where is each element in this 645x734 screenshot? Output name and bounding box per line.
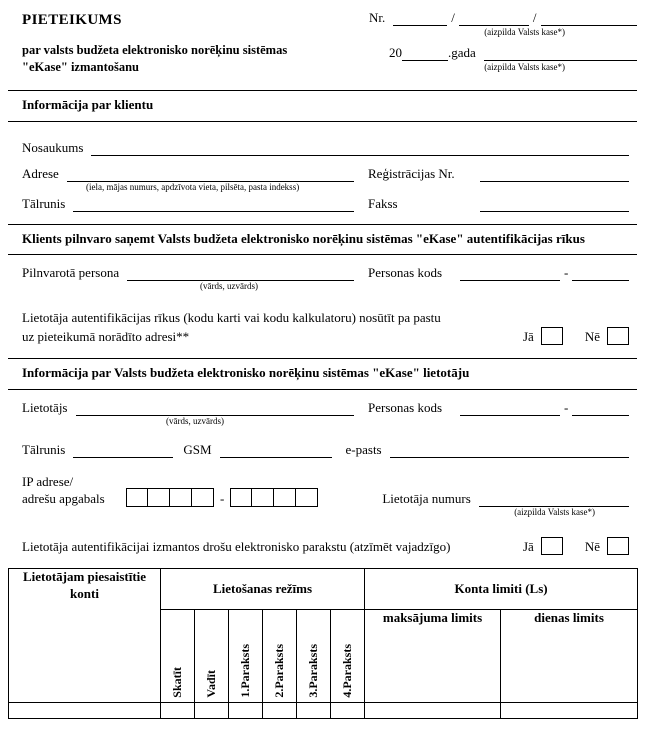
mail-no-checkbox[interactable] bbox=[607, 327, 629, 345]
vertical-header-text: 3.Paraksts bbox=[306, 644, 320, 698]
esignature-row bbox=[8, 537, 637, 556]
person-hint-row bbox=[8, 281, 637, 293]
table-header-payment-limit: maksājuma limits bbox=[365, 610, 501, 703]
user-hint: (vārds, uzvārds) bbox=[166, 415, 224, 426]
fax-half bbox=[368, 196, 629, 212]
payment-limit-cell[interactable] bbox=[365, 703, 501, 719]
authorized-person-half bbox=[22, 265, 354, 281]
name-label: Nosaukums bbox=[22, 139, 84, 155]
vertical-header-text: Vadīt bbox=[204, 670, 218, 698]
authorized-person-label: Pilnvarotā persona bbox=[22, 265, 120, 281]
table-header-paraksts-2 bbox=[263, 610, 297, 703]
gsm-label: GSM bbox=[183, 441, 212, 457]
table-header-accounts bbox=[9, 569, 161, 703]
table-row bbox=[9, 703, 638, 719]
form-header bbox=[8, 8, 637, 76]
form-header-right bbox=[369, 8, 637, 76]
section-title-client: Informācija par klientu bbox=[22, 96, 154, 112]
year-field[interactable] bbox=[402, 46, 448, 61]
fax-label: Fakss bbox=[368, 195, 398, 211]
ip-label-line1: IP adrese/ bbox=[22, 473, 74, 489]
user-hint-row bbox=[8, 416, 637, 428]
slash-separator: / bbox=[451, 10, 455, 25]
user-phone-label: Tālrunis bbox=[22, 441, 66, 457]
personal-code-half bbox=[368, 265, 629, 281]
form-subtitle bbox=[22, 42, 369, 76]
user-label: Lietotājs bbox=[22, 399, 68, 415]
mail-statement-line1: Lietotāja autentifikācijas rīkus (kodu karti vai kodu kalkulatoru) nosūtīt pa pastu bbox=[22, 310, 441, 326]
section-divider bbox=[8, 254, 637, 255]
gada-label: .gada bbox=[448, 45, 476, 60]
table-header-daily-limit: dienas limits bbox=[501, 610, 638, 703]
phone-label: Tālrunis bbox=[22, 195, 66, 211]
ip-range-separator: - bbox=[220, 491, 225, 507]
table-header-vadit bbox=[195, 610, 229, 703]
number-line bbox=[369, 10, 637, 26]
paraksts-2-cell[interactable] bbox=[263, 703, 297, 719]
nr-field-3[interactable] bbox=[541, 11, 638, 26]
daily-limit-cell[interactable] bbox=[501, 703, 638, 719]
date-field[interactable] bbox=[484, 46, 637, 61]
accounts-header-text: Lietotājam piesaistītie konti bbox=[22, 569, 147, 602]
mail-yes-checkbox[interactable] bbox=[541, 327, 563, 345]
user-personal-code-half bbox=[368, 400, 629, 416]
date-line bbox=[369, 45, 637, 61]
treasury-note: (aizpilda Valsts kase*) bbox=[484, 27, 565, 37]
ip-octet-cell[interactable] bbox=[296, 488, 318, 507]
personal-code-field-2[interactable] bbox=[572, 266, 629, 281]
vertical-header-text: 1.Paraksts bbox=[238, 644, 252, 698]
user-field[interactable] bbox=[76, 401, 355, 416]
ip-octet-cell[interactable] bbox=[252, 488, 274, 507]
address-field[interactable] bbox=[67, 167, 354, 182]
address-half bbox=[22, 166, 354, 182]
vertical-header-text: Skatīt bbox=[170, 667, 184, 698]
account-cell[interactable] bbox=[9, 703, 161, 719]
table-header-limits: Konta limiti (Ls) bbox=[365, 569, 638, 610]
esignature-yes-no bbox=[523, 537, 629, 556]
accounts-table bbox=[8, 568, 638, 719]
year-prefix: 20 bbox=[389, 45, 402, 60]
esignature-statement: Lietotāja autentifikācijai izmantos drošu elektronisko parakstu (atzīmēt vajadzīgo) bbox=[22, 539, 451, 555]
user-phones-row bbox=[8, 442, 637, 458]
personal-code-label: Personas kods bbox=[368, 265, 443, 281]
fax-field[interactable] bbox=[480, 197, 629, 212]
address-row bbox=[8, 166, 637, 182]
ip-octet-cell[interactable] bbox=[126, 488, 148, 507]
user-personal-code-field-1[interactable] bbox=[460, 401, 560, 416]
registration-field[interactable] bbox=[480, 167, 629, 182]
form-header-left bbox=[8, 8, 369, 76]
nr-field-2[interactable] bbox=[459, 11, 529, 26]
code-separator: - bbox=[564, 265, 569, 281]
nr-field-1[interactable] bbox=[393, 11, 447, 26]
mail-yes-no bbox=[523, 327, 629, 346]
ip-octet-cell[interactable] bbox=[274, 488, 296, 507]
table-header-skatit bbox=[161, 610, 195, 703]
nr-label: Nr. bbox=[369, 10, 386, 25]
ip-octet-cell[interactable] bbox=[192, 488, 214, 507]
section-title-user: Informācija par Valsts budžeta elektronisko norēķinu sistēmas "eKase" lietotāju bbox=[22, 364, 470, 380]
user-row bbox=[8, 400, 637, 416]
ip-octet-cell[interactable] bbox=[230, 488, 252, 507]
user-half bbox=[22, 400, 354, 416]
registration-label: Reģistrācijas Nr. bbox=[368, 165, 455, 181]
mail-statement-line2: uz pieteikumā norādīto adresi** bbox=[22, 328, 190, 344]
email-field[interactable] bbox=[390, 443, 629, 458]
paraksts-1-cell[interactable] bbox=[229, 703, 263, 719]
table-header-paraksts-4 bbox=[331, 610, 365, 703]
treasury-note: (aizpilda Valsts kase*) bbox=[514, 507, 595, 518]
paraksts-3-cell[interactable] bbox=[297, 703, 331, 719]
person-hint: (vārds, uzvārds) bbox=[200, 281, 258, 292]
esignature-yes-checkbox[interactable] bbox=[541, 537, 563, 555]
address-label: Adrese bbox=[22, 165, 59, 181]
gsm-field[interactable] bbox=[220, 443, 332, 458]
section-divider bbox=[8, 389, 637, 390]
form-title: PIETEIKUMS bbox=[22, 12, 122, 28]
user-number-label: Lietotāja numurs bbox=[382, 491, 471, 507]
no-label: Nē bbox=[584, 539, 600, 555]
table-header-paraksts-1 bbox=[229, 610, 263, 703]
vadit-cell[interactable] bbox=[195, 703, 229, 719]
user-personal-code-field-2[interactable] bbox=[572, 401, 629, 416]
ip-octet-cell[interactable] bbox=[148, 488, 170, 507]
ip-address-label bbox=[22, 474, 126, 508]
slash-separator: / bbox=[532, 10, 537, 25]
yes-label: Jā bbox=[522, 539, 534, 555]
registration-half bbox=[368, 166, 629, 182]
ip-label-line2: adrešu apgabals bbox=[22, 490, 105, 506]
phone-half bbox=[22, 196, 354, 212]
code-separator: - bbox=[564, 399, 569, 415]
address-hint: (iela, mājas numurs, apdzīvota vieta, pilsēta, pasta indekss) bbox=[86, 181, 300, 192]
ip-boxes-group-2 bbox=[230, 488, 318, 507]
personal-code-label: Personas kods bbox=[368, 399, 443, 415]
mail-statement-row bbox=[8, 309, 637, 345]
paraksts-4-cell[interactable] bbox=[331, 703, 365, 719]
form-subtitle-line1: par valsts budžeta elektronisko norēķinu sistēmas bbox=[22, 43, 288, 57]
phone-fax-row bbox=[8, 196, 637, 212]
email-label: e-pasts bbox=[345, 441, 382, 457]
ip-octet-cell[interactable] bbox=[170, 488, 192, 507]
form-subtitle-line2: "eKase" izmantošanu bbox=[22, 59, 140, 74]
table-header-mode: Lietošanas režīms bbox=[161, 569, 365, 610]
user-phone-field[interactable] bbox=[73, 443, 173, 458]
skatit-cell[interactable] bbox=[161, 703, 195, 719]
address-hint-row bbox=[8, 182, 637, 194]
phone-field[interactable] bbox=[73, 197, 354, 212]
authorized-person-row bbox=[8, 265, 637, 281]
esignature-no-checkbox[interactable] bbox=[607, 537, 629, 555]
vertical-header-text: 2.Paraksts bbox=[272, 644, 286, 698]
name-row bbox=[8, 140, 637, 156]
user-number-note-row bbox=[8, 507, 637, 519]
name-field[interactable] bbox=[91, 141, 629, 156]
section-divider bbox=[8, 121, 637, 122]
authorized-person-field[interactable] bbox=[127, 266, 354, 281]
personal-code-field-1[interactable] bbox=[460, 266, 560, 281]
table-header-paraksts-3 bbox=[297, 610, 331, 703]
treasury-note: (aizpilda Valsts kase*) bbox=[484, 62, 565, 72]
yes-label: Jā bbox=[522, 328, 534, 344]
no-label: Nē bbox=[584, 328, 600, 344]
mail-statement bbox=[22, 309, 523, 345]
section-title-authorization: Klients pilnvaro saņemt Valsts budžeta elektronisko norēķinu sistēmas "eKase" autentifikācijas rīkus bbox=[22, 230, 585, 246]
ip-address-row bbox=[8, 474, 637, 508]
vertical-header-text: 4.Paraksts bbox=[340, 644, 355, 698]
user-number-field[interactable] bbox=[479, 492, 629, 507]
ip-boxes-group-1 bbox=[126, 488, 214, 507]
